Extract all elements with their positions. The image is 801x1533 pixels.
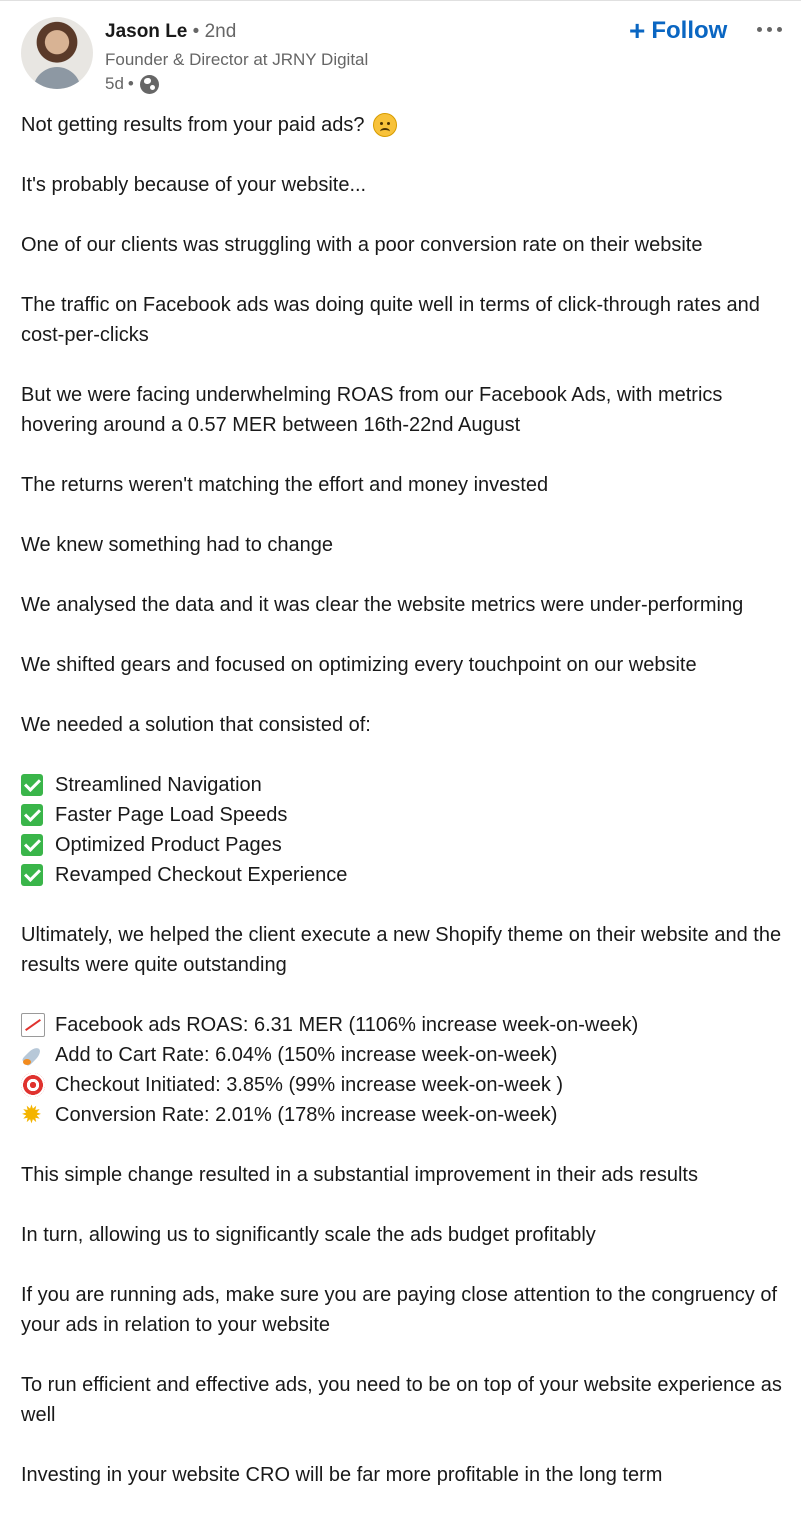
plus-icon: + <box>629 15 646 46</box>
post-paragraph: We needed a solution that consisted of: <box>21 714 371 736</box>
post-paragraph: If you are running ads, make sure you are paying close attention to the congruency of your ads in relation to your website <box>21 1284 778 1336</box>
more-dot-icon <box>777 27 782 32</box>
check-mark-icon <box>21 834 43 856</box>
checklist-item <box>21 770 786 800</box>
author-avatar[interactable] <box>21 17 93 89</box>
connection-degree: 2nd <box>204 21 237 42</box>
checklist-item <box>21 860 786 890</box>
checklist-text: Streamlined Navigation <box>55 774 262 796</box>
result-item <box>21 1070 786 1100</box>
author-name[interactable]: Jason Le <box>105 21 188 42</box>
post-body <box>21 110 786 1520</box>
post-paragraph: In turn, allowing us to significantly scale the ads budget profitably <box>21 1224 596 1246</box>
result-text: Facebook ads ROAS: 6.31 MER (1106% increase week-on-week) <box>55 1014 639 1036</box>
result-item <box>21 1100 786 1130</box>
post-paragraph: To run efficient and effective ads, you need to be on top of your website experience as well <box>21 1374 782 1426</box>
result-text: Checkout Initiated: 3.85% (99% increase week-on-week ) <box>55 1074 564 1096</box>
checklist-text: Revamped Checkout Experience <box>55 864 348 886</box>
result-item <box>21 1040 786 1070</box>
result-item <box>21 1010 786 1040</box>
avatar-shirt <box>33 67 81 89</box>
post-paragraph: This simple change resulted in a substantial improvement in their ads results <box>21 1164 698 1186</box>
follow-label: Follow <box>651 17 728 44</box>
post-paragraph: We shifted gears and focused on optimizing every touchpoint on our website <box>21 654 697 676</box>
results-list <box>21 1010 786 1130</box>
sparkle-star-icon <box>21 1103 45 1127</box>
post-time-row <box>105 73 159 95</box>
more-dot-icon <box>767 27 772 32</box>
sad-face-icon <box>373 113 397 137</box>
post-paragraph: The returns weren't matching the effort and money invested <box>21 474 549 496</box>
post-paragraph: One of our clients was struggling with a poor conversion rate on their website <box>21 234 703 256</box>
chart-increasing-icon <box>21 1013 45 1037</box>
post-paragraph: The traffic on Facebook ads was doing quite well in terms of click-through rates and cost-per-clicks <box>21 294 760 346</box>
post-paragraph: Ultimately, we helped the client execute a new Shopify theme on their website and the results were quite outstanding <box>21 924 782 976</box>
more-dot-icon <box>757 27 762 32</box>
paragraph-text: Not getting results from your paid ads? <box>21 114 365 136</box>
connection-separator: • <box>187 21 205 42</box>
result-text: Add to Cart Rate: 6.04% (150% increase week-on-week) <box>55 1044 558 1066</box>
checklist-text: Optimized Product Pages <box>55 834 282 856</box>
author-name-row <box>105 20 236 44</box>
more-options-button[interactable] <box>749 14 789 44</box>
follow-button[interactable] <box>625 14 731 48</box>
time-separator: • <box>127 74 134 93</box>
post-paragraph: We knew something had to change <box>21 534 334 556</box>
check-mark-icon <box>21 774 43 796</box>
result-text: Conversion Rate: 2.01% (178% increase week-on-week) <box>55 1104 558 1126</box>
rocket-icon <box>21 1043 45 1067</box>
check-mark-icon <box>21 864 43 886</box>
post-paragraph <box>21 110 786 140</box>
post-paragraph: But we were facing underwhelming ROAS from our Facebook Ads, with metrics hovering around a 0.57 MER between 16th-22nd August <box>21 384 723 436</box>
checklist-item <box>21 800 786 830</box>
post-header <box>0 0 801 100</box>
post-paragraph: Investing in your website CRO will be far more profitable in the long term <box>21 1464 663 1486</box>
post-time: 5d <box>105 74 124 93</box>
check-mark-icon <box>21 804 43 826</box>
solution-checklist <box>21 770 786 890</box>
author-headline: Founder & Director at JRNY Digital <box>105 50 369 69</box>
post-paragraph: We analysed the data and it was clear the website metrics were under-performing <box>21 594 744 616</box>
checklist-text: Faster Page Load Speeds <box>55 804 288 826</box>
target-icon <box>21 1073 45 1097</box>
globe-icon <box>140 75 159 94</box>
post-paragraph: It's probably because of your website... <box>21 174 367 196</box>
checklist-item <box>21 830 786 860</box>
